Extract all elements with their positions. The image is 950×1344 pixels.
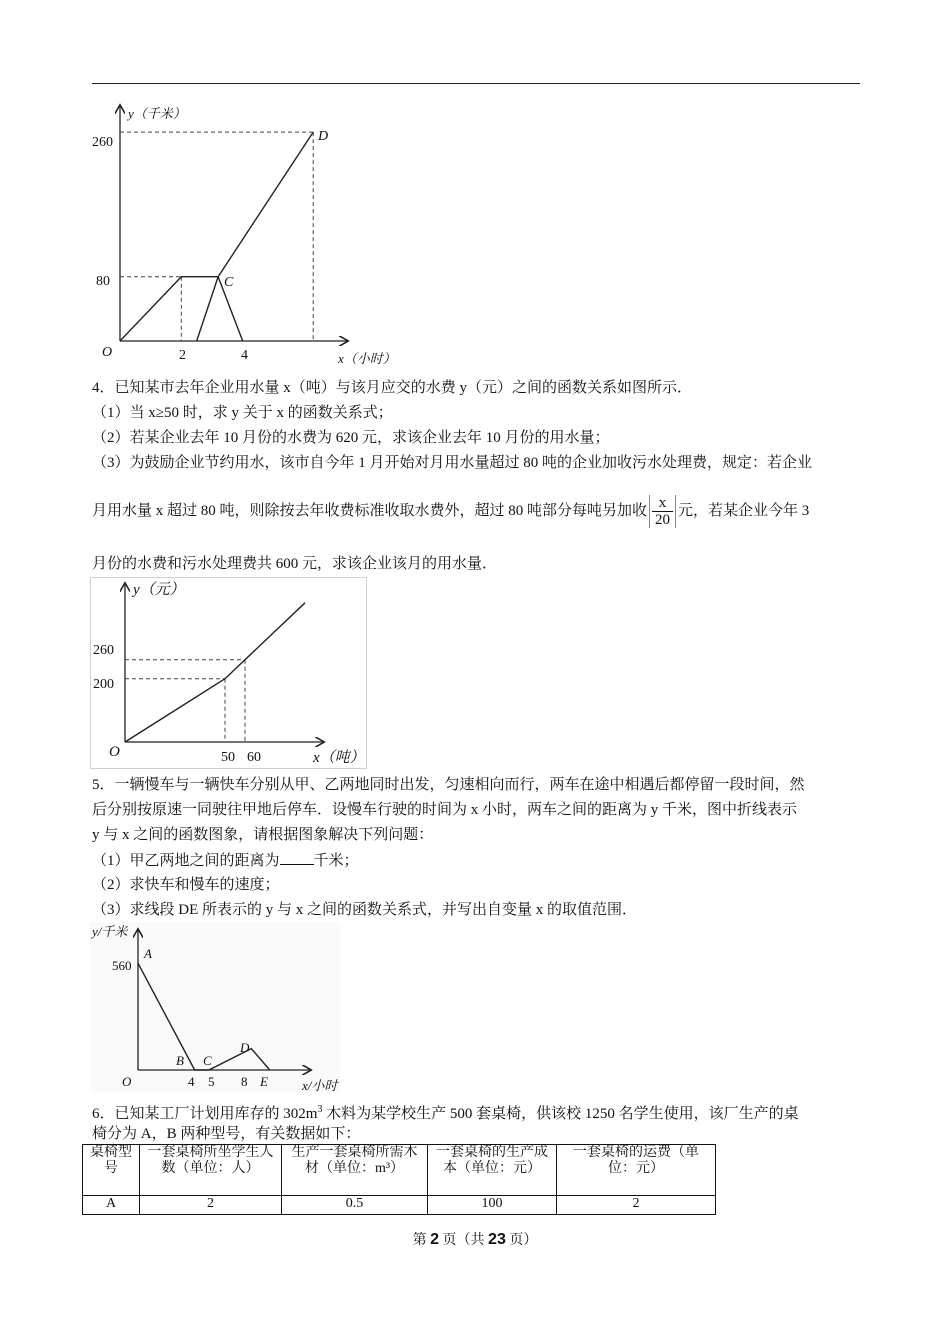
chart-1-point-C: C xyxy=(224,275,234,290)
chart-1-ylabel: y（千米） xyxy=(128,106,186,121)
table-header-row xyxy=(83,1145,716,1196)
chart-2-series-1 xyxy=(125,603,305,742)
q4-fraction-den: 20 xyxy=(655,512,671,529)
chart-3-point-B: B xyxy=(176,1053,184,1068)
chart-1-xlabel: x（小时） xyxy=(338,351,396,366)
table-cell: 2 xyxy=(140,1196,282,1215)
footer-middle: 页（共 xyxy=(442,1233,485,1248)
q5-line-4-after: 千米； xyxy=(313,853,359,869)
chart-1-frame xyxy=(92,98,396,368)
page-footer xyxy=(0,1229,950,1249)
q4-fraction-num: x xyxy=(652,495,673,512)
chart-3-ytick-560: 560 xyxy=(112,958,132,973)
q5-line-2: 后分别按原速一同驶往甲地后停车．设慢车行驶的时间为 x 小时，两车之间的距离为 y 千米，图中折线表示 xyxy=(92,802,798,818)
q6-line-2: 椅分为 A，B 两种型号，有关数据如下： xyxy=(92,1126,361,1142)
chart-3-point-E: E xyxy=(260,1074,268,1089)
q4-line-3: （2）若某企业去年 10 月份的水费为 620 元，求该企业去年 10 月份的用水量； xyxy=(92,430,610,446)
chart-3-xlabel: x/小时 xyxy=(302,1078,338,1093)
q4-line-1: 4．已知某市去年企业用水量 x（吨）与该月应交的水费 y（元）之间的函数关系如图所示． xyxy=(92,380,693,396)
chart-3-xtick-5: 5 xyxy=(208,1074,215,1089)
q4-line-5-after: 元，若某企业今年 3 xyxy=(678,503,810,519)
data-table xyxy=(82,1144,716,1215)
chart-1-ytick-260: 260 xyxy=(92,135,113,150)
q5-line-4-before: （1）甲乙两地之间的距离为 xyxy=(92,853,280,869)
chart-2-frame xyxy=(90,577,367,769)
q5-line-6: （3）求线段 DE 所表示的 y 与 x 之间的函数关系式，并写出自变量 x 的取值范围． xyxy=(92,902,637,918)
chart-2-ylabel: y（元） xyxy=(133,582,185,598)
q4-line-5-before: 月用水量 x 超过 80 吨，则除按去年收费标准收取水费外，超过 80 吨部分每吨另加收 xyxy=(92,503,648,519)
chart-2-ytick-200: 200 xyxy=(93,677,114,692)
table-header-cell: 一套桌椅所坐学生人数（单位：人） xyxy=(140,1145,282,1196)
footer-total-pages: 23 xyxy=(488,1231,506,1248)
table-header-cell: 生产一套桌椅所需木材（单位：m³） xyxy=(282,1145,428,1196)
footer-suffix: 页） xyxy=(509,1233,538,1248)
answer-blank[interactable] xyxy=(280,850,314,865)
chart-1-xtick-2: 2 xyxy=(179,348,186,363)
chart-3-xtick-4: 4 xyxy=(188,1074,195,1089)
table-header-cell: 桌椅型号 xyxy=(83,1145,140,1196)
table-cell: 2 xyxy=(557,1196,716,1215)
chart-1 xyxy=(92,98,396,368)
table-row xyxy=(83,1196,716,1215)
table-cell: 0.5 xyxy=(282,1196,428,1215)
q5-line-5: （2）求快车和慢车的速度； xyxy=(92,877,280,893)
q4-line-4: （3）为鼓励企业节约用水，该市自今年 1 月开始对月用水量超过 80 吨的企业加收污水处理费，规定：若企业 xyxy=(92,455,813,471)
chart-3-origin: O xyxy=(122,1074,132,1089)
q4-line-6: 月份的水费和污水处理费共 600 元，求该企业该月的用水量． xyxy=(92,556,498,572)
header-rule xyxy=(92,83,860,84)
q5-line-1: 5．一辆慢车与一辆快车分别从甲、乙两地同时出发，匀速相向而行，两车在途中相遇后都停留一段时间，然 xyxy=(92,777,805,793)
q4-fraction xyxy=(649,495,676,528)
chart-3-xtick-8: 8 xyxy=(241,1074,248,1089)
q5-line-4 xyxy=(92,850,359,871)
chart-1-series-2 xyxy=(197,277,218,341)
chart-3-point-C: C xyxy=(203,1053,212,1068)
chart-1-series-1 xyxy=(120,277,218,341)
chart-2-origin: O xyxy=(109,744,120,760)
chart-2-xlabel: x（吨） xyxy=(313,750,365,766)
footer-page-number: 2 xyxy=(430,1231,440,1248)
chart-3-point-D: D xyxy=(240,1040,250,1055)
chart-2-xtick-50: 50 xyxy=(221,750,235,765)
table-header-cell: 一套桌椅的运费（单位：元） xyxy=(557,1145,716,1196)
chart-2-xtick-60: 60 xyxy=(247,750,261,765)
q4-line-5 xyxy=(92,494,809,528)
footer-prefix: 第 xyxy=(412,1233,427,1248)
q6-line-1 xyxy=(92,1100,799,1124)
chart-3 xyxy=(90,922,340,1092)
table-cell: 100 xyxy=(428,1196,557,1215)
chart-1-ytick-80: 80 xyxy=(96,274,110,289)
chart-3-ylabel: y/千米 xyxy=(92,924,128,939)
q6-line-1-after: 木料为某学校生产 500 套桌椅，供该校 1250 名学生使用，该厂生产的桌 xyxy=(322,1106,799,1122)
table-header-cell: 一套桌椅的生产成本（单位：元） xyxy=(428,1145,557,1196)
chart-1-xtick-4: 4 xyxy=(241,348,248,363)
chart-3-frame xyxy=(90,922,340,1092)
q5-line-3: y 与 x 之间的函数图象，请根据图象解决下列问题： xyxy=(92,827,434,843)
q4-line-2: （1）当 x≥50 时，求 y 关于 x 的函数关系式； xyxy=(92,405,393,421)
chart-2 xyxy=(91,578,366,768)
chart-1-origin: O xyxy=(102,345,113,360)
chart-3-point-A: A xyxy=(144,946,152,961)
chart-2-ytick-260: 260 xyxy=(93,643,114,658)
q6-line-1-sup: 3 xyxy=(317,1104,323,1115)
table-cell: A xyxy=(83,1196,140,1215)
chart-1-point-D: D xyxy=(318,129,329,144)
chart-1-series-4 xyxy=(218,132,313,277)
q6-line-1-before: 6．已知某工厂计划用库存的 302m xyxy=(92,1106,318,1122)
